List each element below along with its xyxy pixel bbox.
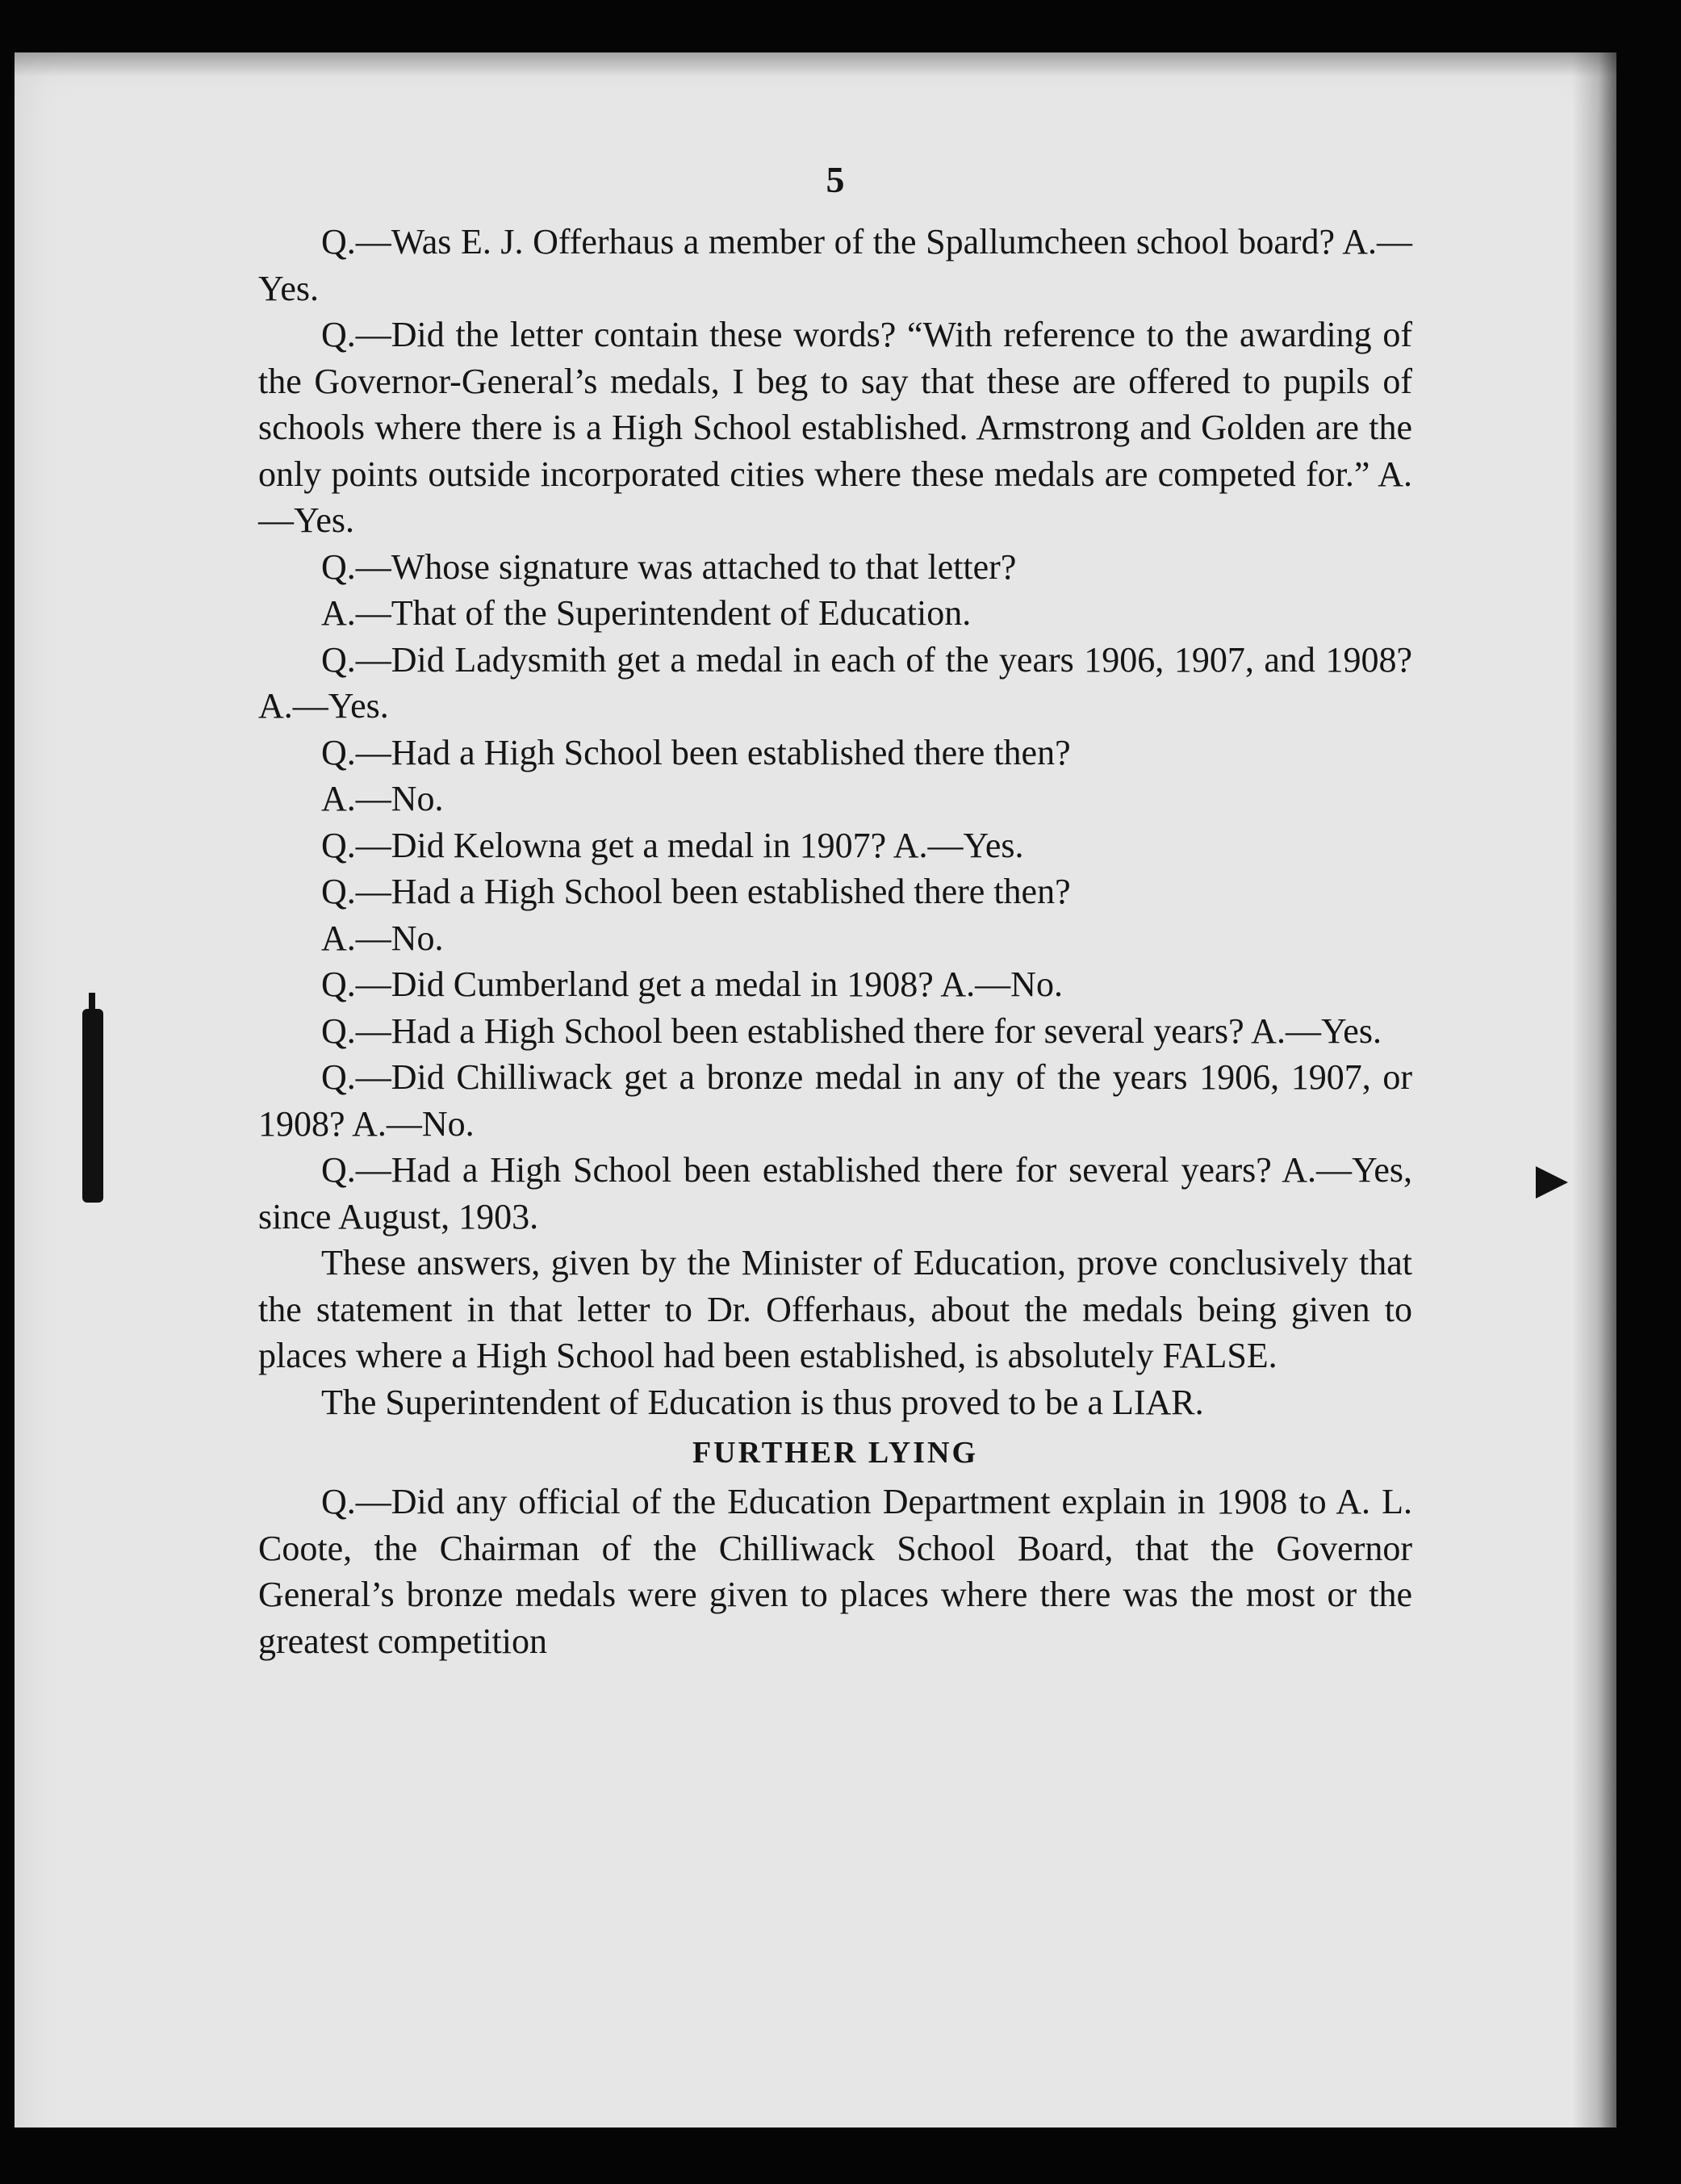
paragraph: A.—No.: [321, 779, 444, 818]
paragraph: Q.—Did any official of the Education Department explain in 1908 to A. L. Coote, the Chairman of the Chilliwack School Board, that the Governor General’s bronze medals were given to places where there was the most or the greatest competition: [258, 1482, 1412, 1661]
paragraph: These answers, given by the Minister of Education, prove conclusively that the statement in that letter to Dr. Offerhaus, about the medals being given to places where a High School had been established, is absolutely FALSE.: [258, 1243, 1412, 1375]
paragraph: Q.—Did Chilliwack get a bronze medal in any of the years 1906, 1907, or 1908? A.—No.: [258, 1057, 1412, 1144]
paragraph: A.—No.: [321, 918, 444, 958]
binding-mark: [82, 1009, 103, 1203]
paragraph: Q.—Did the letter contain these words? “With reference to the awarding of the Governor-General’s medals, I beg to say that these are offered to pupils of schools where there is a High School established. Armstrong and Golden are the only points outside incorporated cities where these medals are competed for.” A.—Yes.: [258, 315, 1412, 540]
page-top-shadow: [15, 52, 1616, 77]
paragraph: Q.—Had a High School been established there then?: [321, 732, 1071, 772]
paragraph: Q.—Did Cumberland get a medal in 1908? A.—No.: [321, 964, 1063, 1004]
paragraph: A.—That of the Superintendent of Education.: [321, 593, 972, 633]
paragraph: Q.—Did Ladysmith get a medal in each of the years 1906, 1907, and 1908? A.—Yes.: [258, 639, 1412, 726]
page-number: 5: [826, 159, 845, 200]
scan-bottom-edge: [0, 2128, 1681, 2184]
paragraph: Q.—Had a High School been established there then?: [321, 872, 1071, 911]
paragraph: Q.—Did Kelowna get a medal in 1907? A.—Yes.: [321, 825, 1024, 865]
section-heading: FURTHER LYING: [692, 1436, 979, 1470]
paragraph: Q.—Had a High School been established there for several years? A.—Yes.: [321, 1010, 1382, 1051]
paragraph: Q.—Had a High School been established there for several years? A.—Yes, since August, 1903.: [258, 1150, 1412, 1236]
page-gutter-shadow: [1572, 52, 1616, 2184]
text-column: [258, 157, 1412, 1664]
paragraph: Q.—Whose signature was attached to that letter?: [321, 546, 1017, 587]
paragraph: The Superintendent of Education is thus proved to be a LIAR.: [321, 1382, 1204, 1422]
edge-tear-mark: [1536, 1166, 1568, 1199]
paragraph: Q.—Was E. J. Offerhaus a member of the Spallumcheen school board? A.—Yes.: [258, 222, 1412, 308]
